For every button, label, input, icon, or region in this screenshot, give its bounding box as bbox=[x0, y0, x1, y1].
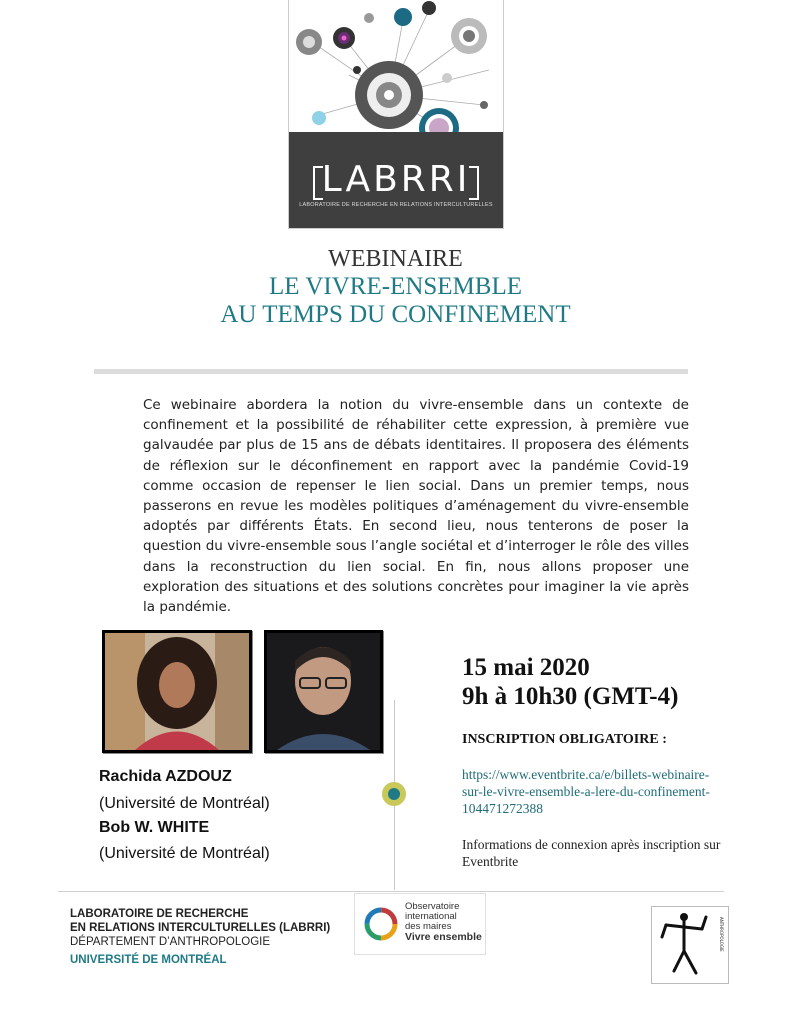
connection-info: Informations de connexion après inscription sur Eventbrite bbox=[462, 837, 721, 869]
portrait-illustration bbox=[105, 633, 249, 750]
observatoire-text bbox=[405, 902, 482, 942]
heading-line3: AU TEMPS DU CONFINEMENT bbox=[220, 301, 571, 328]
footer-lab-line2: EN RELATIONS INTERCULTURELLES (LABRRI) bbox=[70, 922, 331, 934]
speaker-affiliation: (Université de Montréal) bbox=[99, 795, 270, 812]
observatoire-line: des maires bbox=[405, 921, 452, 932]
portrait-illustration bbox=[267, 633, 380, 750]
timeline-dot-icon bbox=[381, 781, 407, 807]
observatoire-line: Vivre ensemble bbox=[405, 931, 482, 943]
footer-department: DÉPARTEMENT D’ANTHROPOLOGIE bbox=[70, 936, 271, 948]
footer-lab-line1: LABORATOIRE DE RECHERCHE bbox=[70, 908, 249, 920]
registration-link[interactable]: https://www.eventbrite.ca/e/billets-webinaire-sur-le-vivre-ensemble-a-lere-du-confinement-104471272388 bbox=[462, 767, 710, 816]
speaker-affiliation: (Université de Montréal) bbox=[99, 845, 270, 862]
network-circles-illustration bbox=[289, 0, 503, 132]
speaker-photo-bob bbox=[264, 630, 383, 753]
stick-figure-icon bbox=[652, 907, 728, 983]
speaker-photo-rachida bbox=[102, 630, 252, 753]
heading-line2: LE VIVRE-ENSEMBLE bbox=[269, 273, 522, 300]
anthropologie-logo bbox=[651, 906, 729, 984]
divider bbox=[94, 369, 688, 374]
event-date: 15 mai 2020 bbox=[462, 654, 590, 681]
cover-title: LABRRI bbox=[321, 159, 471, 200]
observatoire-logo-box bbox=[354, 893, 486, 955]
event-time: 9h à 10h30 (GMT-4) bbox=[462, 683, 679, 710]
bracket-right bbox=[469, 166, 479, 200]
speaker-name: Rachida AZDOUZ bbox=[99, 768, 232, 785]
description: Ce webinaire abordera la notion du vivre-ensemble dans un contexte de confinement et la possibilité de réhabiliter cette expression, à première vue galvaudée par plus de 15 ans de débats identitaires. Il proposera des éléments de réflexion sur le déconfinement en rapport avec la pandémie Covid-19 comme occasion de repenser le lien social. Dans un premier temps, nous passerons en revue les modèles politiques d’aménagement du vivre-ensemble adoptés par différents États. En second lieu, nous tenterons de poser la question du vivre-ensemble sous l’angle sociétal et d’interroger le rôle des villes dans la reconstruction du lien social. En fin, nous allons proposer une exploration des situations et des solutions concrètes pour imaginer la vie après la pandémie. bbox=[143, 397, 689, 616]
registration-label: INSCRIPTION OBLIGATOIRE : bbox=[462, 732, 667, 747]
anthro-label: ANTHROPOLOGIE bbox=[719, 917, 724, 952]
observatoire-line: Observatoire bbox=[405, 901, 460, 912]
footer-university: UNIVERSITÉ DE MONTRÉAL bbox=[70, 954, 227, 966]
observatoire-logo-icon bbox=[363, 906, 399, 942]
cover-band bbox=[289, 132, 503, 228]
speaker-name: Bob W. WHITE bbox=[99, 819, 210, 836]
heading-webinaire: WEBINAIRE bbox=[328, 246, 463, 272]
observatoire-line: international bbox=[405, 911, 457, 922]
footer-divider bbox=[58, 891, 724, 892]
cover-subtitle: LABORATOIRE DE RECHERCHE EN RELATIONS INTERCULTURELLES bbox=[299, 202, 493, 208]
labrri-cover bbox=[289, 0, 503, 228]
